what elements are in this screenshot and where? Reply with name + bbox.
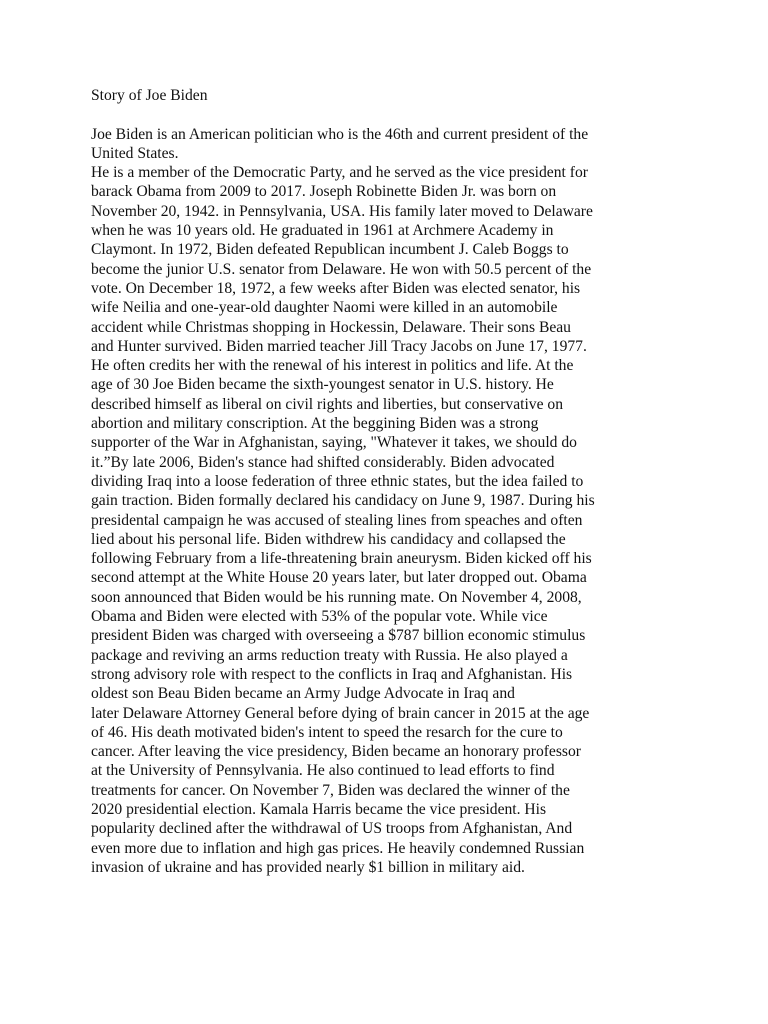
body-line: invasion of ukraine and has provided nearly $1 billion in military aid. bbox=[91, 858, 525, 876]
body-line: Obama and Biden were elected with 53% of the popular vote. While vice bbox=[91, 608, 548, 626]
body-line: president Biden was charged with overseeing a $787 billion economic stimulus bbox=[91, 627, 586, 645]
body-line: strong advisory role with respect to the conflicts in Iraq and Afghanistan. His bbox=[91, 665, 573, 683]
body-line: He is a member of the Democratic Party, and he served as the vice president for bbox=[91, 164, 588, 182]
body-line: when he was 10 years old. He graduated in 1961 at Archmere Academy in bbox=[91, 222, 554, 240]
body-line: later Delaware Attorney General before dying of brain cancer in 2015 at the age bbox=[91, 704, 590, 722]
body-line: lied about his personal life. Biden withdrew his candidacy and collapsed the bbox=[91, 530, 566, 548]
body-line: following February from a life-threatening brain aneurysm. Biden kicked off his bbox=[91, 550, 592, 568]
body-line: popularity declined after the withdrawal of US troops from Afghanistan, And bbox=[91, 820, 573, 838]
body-line: second attempt at the White House 20 years later, but later dropped out. Obama bbox=[91, 569, 587, 587]
body-line: age of 30 Joe Biden became the sixth-youngest senator in U.S. history. He bbox=[91, 376, 554, 394]
body-line: oldest son Beau Biden became an Army Judge Advocate in Iraq and bbox=[91, 685, 515, 703]
body-line: cancer. After leaving the vice presidency, Biden became an honorary professor bbox=[91, 743, 581, 761]
body-line: at the University of Pennsylvania. He also continued to lead efforts to find bbox=[91, 762, 555, 780]
document-text bbox=[91, 86, 691, 877]
body-line: described himself as liberal on civil rights and liberties, but conservative on bbox=[91, 395, 564, 413]
body-line: Claymont. In 1972, Biden defeated Republican incumbent J. Caleb Boggs to bbox=[91, 241, 569, 259]
body-line: become the junior U.S. senator from Delaware. He won with 50.5 percent of the bbox=[91, 260, 592, 278]
body-line: presidental campaign he was accused of stealing lines from speaches and often bbox=[91, 511, 583, 529]
body-line: barack Obama from 2009 to 2017. Joseph Robinette Biden Jr. was born on bbox=[91, 183, 557, 201]
paragraph-gap bbox=[91, 105, 691, 124]
body-line: soon announced that Biden would be his running mate. On November 4, 2008, bbox=[91, 588, 582, 606]
body-line: supporter of the War in Afghanistan, saying, "Whatever it takes, we should do bbox=[91, 434, 577, 452]
body-line: accident while Christmas shopping in Hockessin, Delaware. Their sons Beau bbox=[91, 318, 571, 336]
document-title: Story of Joe Biden bbox=[91, 87, 208, 104]
body-line: wife Neilia and one-year-old daughter Naomi were killed in an automobile bbox=[91, 299, 558, 317]
body-line: dividing Iraq into a loose federation of three ethnic states, but the idea failed to bbox=[91, 472, 584, 490]
body-line: United States. bbox=[91, 144, 179, 162]
body-line: even more due to inflation and high gas prices. He heavily condemned Russian bbox=[91, 839, 585, 857]
body-line: gain traction. Biden formally declared his candidacy on June 9, 1987. During his bbox=[91, 492, 595, 510]
body-line: abortion and military conscription. At the beggining Biden was a strong bbox=[91, 415, 539, 433]
document-body bbox=[91, 125, 691, 878]
body-line: of 46. His death motivated biden's intent to speed the resarch for the cure to bbox=[91, 723, 563, 741]
body-line: He often credits her with the renewal of his interest in politics and life. At the bbox=[91, 357, 574, 375]
body-line: 2020 presidential election. Kamala Harris became the vice president. His bbox=[91, 800, 547, 818]
body-line: Joe Biden is an American politician who is the 46th and current president of the bbox=[91, 125, 589, 143]
body-line: November 20, 1942. in Pennsylvania, USA. His family later moved to Delaware bbox=[91, 202, 593, 220]
body-line: it.”By late 2006, Biden's stance had shifted considerably. Biden advocated bbox=[91, 453, 555, 471]
body-line: package and reviving an arms reduction treaty with Russia. He also played a bbox=[91, 646, 568, 664]
body-line: and Hunter survived. Biden married teacher Jill Tracy Jacobs on June 17, 1977. bbox=[91, 337, 587, 355]
body-line: treatments for cancer. On November 7, Biden was declared the winner of the bbox=[91, 781, 570, 799]
body-line: vote. On December 18, 1972, a few weeks after Biden was elected senator, his bbox=[91, 279, 581, 297]
